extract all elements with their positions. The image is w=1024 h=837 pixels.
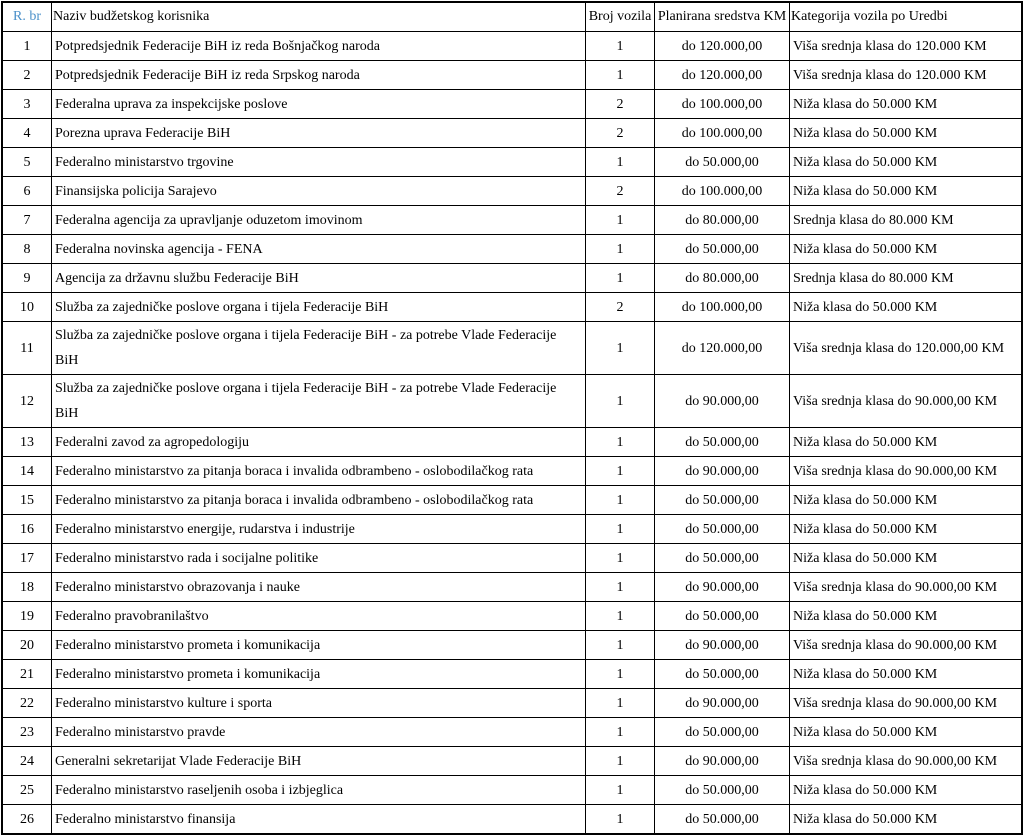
planned-funds-cell: do 50.000,00 bbox=[655, 148, 790, 177]
table-row bbox=[2, 235, 1022, 264]
vehicle-category-cell: Niža klasa do 50.000 KM bbox=[790, 602, 1023, 631]
vehicle-category-cell: Viša srednja klasa do 90.000,00 KM bbox=[790, 747, 1023, 776]
vehicle-category-cell: Niža klasa do 50.000 KM bbox=[790, 515, 1023, 544]
vehicle-category-cell: Niža klasa do 50.000 KM bbox=[790, 544, 1023, 573]
table-body bbox=[2, 32, 1022, 835]
korisnik-name-cell: Porezna uprava Federacije BiH bbox=[52, 119, 586, 148]
vehicle-category-cell: Viša srednja klasa do 90.000,00 KM bbox=[790, 631, 1023, 660]
vehicle-count-cell: 1 bbox=[586, 718, 655, 747]
korisnik-name-cell: Federalni zavod za agropedologiju bbox=[52, 428, 586, 457]
vehicle-count-cell: 2 bbox=[586, 90, 655, 119]
planned-funds-cell: do 50.000,00 bbox=[655, 235, 790, 264]
vehicle-count-cell: 1 bbox=[586, 375, 655, 428]
vehicle-count-cell: 1 bbox=[586, 206, 655, 235]
vehicle-count-cell: 1 bbox=[586, 689, 655, 718]
vehicle-count-cell: 1 bbox=[586, 631, 655, 660]
korisnik-name-cell: Služba za zajedničke poslove organa i tijela Federacije BiH - za potrebe Vlade Federacije BiH bbox=[52, 375, 586, 428]
vehicle-category-cell: Niža klasa do 50.000 KM bbox=[790, 293, 1023, 322]
row-number-cell: 15 bbox=[2, 486, 52, 515]
header-vehicle-category: Kategorija vozila po Uredbi bbox=[790, 2, 1023, 32]
vehicle-category-cell: Viša srednja klasa do 120.000,00 KM bbox=[790, 322, 1023, 375]
planned-funds-cell: do 120.000,00 bbox=[655, 32, 790, 61]
vehicle-count-cell: 1 bbox=[586, 486, 655, 515]
vehicle-count-cell: 1 bbox=[586, 544, 655, 573]
korisnik-name-cell: Federalna uprava za inspekcijske poslove bbox=[52, 90, 586, 119]
vehicle-count-cell: 1 bbox=[586, 805, 655, 835]
vehicle-count-cell: 1 bbox=[586, 61, 655, 90]
vehicle-category-cell: Niža klasa do 50.000 KM bbox=[790, 177, 1023, 206]
row-number-cell: 14 bbox=[2, 457, 52, 486]
table-row bbox=[2, 544, 1022, 573]
table-row bbox=[2, 776, 1022, 805]
korisnik-name-cell: Federalno ministarstvo energije, rudarstva i industrije bbox=[52, 515, 586, 544]
row-number-cell: 23 bbox=[2, 718, 52, 747]
header-row bbox=[2, 2, 1022, 32]
table-row bbox=[2, 689, 1022, 718]
vehicle-count-cell: 2 bbox=[586, 177, 655, 206]
row-number-cell: 7 bbox=[2, 206, 52, 235]
vehicle-category-cell: Niža klasa do 50.000 KM bbox=[790, 148, 1023, 177]
vehicle-category-cell: Niža klasa do 50.000 KM bbox=[790, 660, 1023, 689]
header-planned-funds: Planirana sredstva KM bbox=[655, 2, 790, 32]
vehicle-category-cell: Niža klasa do 50.000 KM bbox=[790, 90, 1023, 119]
vehicle-count-cell: 1 bbox=[586, 322, 655, 375]
vehicle-count-cell: 2 bbox=[586, 293, 655, 322]
budget-table bbox=[1, 1, 1023, 835]
row-number-cell: 20 bbox=[2, 631, 52, 660]
vehicle-category-cell: Srednja klasa do 80.000 KM bbox=[790, 206, 1023, 235]
vehicle-category-cell: Niža klasa do 50.000 KM bbox=[790, 119, 1023, 148]
vehicle-count-cell: 1 bbox=[586, 660, 655, 689]
planned-funds-cell: do 50.000,00 bbox=[655, 428, 790, 457]
vehicle-category-cell: Srednja klasa do 80.000 KM bbox=[790, 264, 1023, 293]
table-row bbox=[2, 602, 1022, 631]
row-number-cell: 18 bbox=[2, 573, 52, 602]
row-number-cell: 9 bbox=[2, 264, 52, 293]
vehicle-category-cell: Viša srednja klasa do 90.000,00 KM bbox=[790, 375, 1023, 428]
korisnik-name-cell: Potpredsjednik Federacije BiH iz reda Bošnjačkog naroda bbox=[52, 32, 586, 61]
korisnik-name-cell: Služba za zajedničke poslove organa i tijela Federacije BiH - za potrebe Vlade Federacije BiH bbox=[52, 322, 586, 375]
row-number-cell: 3 bbox=[2, 90, 52, 119]
vehicle-category-cell: Niža klasa do 50.000 KM bbox=[790, 486, 1023, 515]
table-row bbox=[2, 264, 1022, 293]
vehicle-category-cell: Niža klasa do 50.000 KM bbox=[790, 776, 1023, 805]
row-number-cell: 13 bbox=[2, 428, 52, 457]
row-number-cell: 16 bbox=[2, 515, 52, 544]
row-number-cell: 26 bbox=[2, 805, 52, 835]
vehicle-count-cell: 1 bbox=[586, 264, 655, 293]
table-row bbox=[2, 805, 1022, 835]
table-row bbox=[2, 293, 1022, 322]
korisnik-name-cell: Federalno ministarstvo pravde bbox=[52, 718, 586, 747]
table-header bbox=[2, 2, 1022, 32]
korisnik-name-cell: Federalna novinska agencija - FENA bbox=[52, 235, 586, 264]
table-row bbox=[2, 718, 1022, 747]
planned-funds-cell: do 50.000,00 bbox=[655, 515, 790, 544]
vehicle-count-cell: 1 bbox=[586, 747, 655, 776]
korisnik-name-cell: Agencija za državnu službu Federacije BiH bbox=[52, 264, 586, 293]
header-vehicle-count: Broj vozila bbox=[586, 2, 655, 32]
korisnik-name-cell: Služba za zajedničke poslove organa i tijela Federacije BiH bbox=[52, 293, 586, 322]
table-row bbox=[2, 177, 1022, 206]
row-number-cell: 4 bbox=[2, 119, 52, 148]
row-number-cell: 8 bbox=[2, 235, 52, 264]
planned-funds-cell: do 90.000,00 bbox=[655, 689, 790, 718]
korisnik-name-cell: Federalno ministarstvo za pitanja boraca i invalida odbrambeno - oslobodilačkog rata bbox=[52, 486, 586, 515]
table-row bbox=[2, 515, 1022, 544]
planned-funds-cell: do 50.000,00 bbox=[655, 805, 790, 835]
vehicle-count-cell: 1 bbox=[586, 776, 655, 805]
vehicle-count-cell: 1 bbox=[586, 235, 655, 264]
vehicle-count-cell: 1 bbox=[586, 428, 655, 457]
vehicle-count-cell: 1 bbox=[586, 602, 655, 631]
vehicle-count-cell: 1 bbox=[586, 148, 655, 177]
table-row bbox=[2, 375, 1022, 428]
planned-funds-cell: do 90.000,00 bbox=[655, 631, 790, 660]
planned-funds-cell: do 50.000,00 bbox=[655, 776, 790, 805]
korisnik-name-cell: Federalno ministarstvo prometa i komunikacija bbox=[52, 631, 586, 660]
header-row-number: R. br bbox=[2, 2, 52, 32]
vehicle-category-cell: Viša srednja klasa do 120.000 KM bbox=[790, 32, 1023, 61]
row-number-cell: 6 bbox=[2, 177, 52, 206]
table-row bbox=[2, 457, 1022, 486]
korisnik-name-cell: Federalno ministarstvo prometa i komunikacija bbox=[52, 660, 586, 689]
planned-funds-cell: do 100.000,00 bbox=[655, 119, 790, 148]
row-number-cell: 17 bbox=[2, 544, 52, 573]
korisnik-name-cell: Potpredsjednik Federacije BiH iz reda Srpskog naroda bbox=[52, 61, 586, 90]
vehicle-count-cell: 1 bbox=[586, 457, 655, 486]
table-row bbox=[2, 660, 1022, 689]
korisnik-name-cell: Federalno ministarstvo rada i socijalne politike bbox=[52, 544, 586, 573]
row-number-cell: 5 bbox=[2, 148, 52, 177]
vehicle-category-cell: Viša srednja klasa do 90.000,00 KM bbox=[790, 689, 1023, 718]
table-row bbox=[2, 119, 1022, 148]
planned-funds-cell: do 80.000,00 bbox=[655, 264, 790, 293]
table-row bbox=[2, 32, 1022, 61]
row-number-cell: 25 bbox=[2, 776, 52, 805]
table-row bbox=[2, 90, 1022, 119]
planned-funds-cell: do 100.000,00 bbox=[655, 293, 790, 322]
planned-funds-cell: do 90.000,00 bbox=[655, 457, 790, 486]
vehicle-category-cell: Niža klasa do 50.000 KM bbox=[790, 805, 1023, 835]
korisnik-name-cell: Federalno ministarstvo kulture i sporta bbox=[52, 689, 586, 718]
row-number-cell: 2 bbox=[2, 61, 52, 90]
korisnik-name-cell: Federalno ministarstvo za pitanja boraca i invalida odbrambeno - oslobodilačkog rata bbox=[52, 457, 586, 486]
planned-funds-cell: do 50.000,00 bbox=[655, 544, 790, 573]
planned-funds-cell: do 50.000,00 bbox=[655, 718, 790, 747]
table-row bbox=[2, 486, 1022, 515]
planned-funds-cell: do 100.000,00 bbox=[655, 177, 790, 206]
vehicle-category-cell: Viša srednja klasa do 90.000,00 KM bbox=[790, 573, 1023, 602]
row-number-cell: 11 bbox=[2, 322, 52, 375]
korisnik-name-cell: Federalno ministarstvo trgovine bbox=[52, 148, 586, 177]
planned-funds-cell: do 50.000,00 bbox=[655, 486, 790, 515]
table-row bbox=[2, 206, 1022, 235]
planned-funds-cell: do 120.000,00 bbox=[655, 61, 790, 90]
vehicle-category-cell: Niža klasa do 50.000 KM bbox=[790, 428, 1023, 457]
row-number-cell: 1 bbox=[2, 32, 52, 61]
vehicle-category-cell: Viša srednja klasa do 90.000,00 KM bbox=[790, 457, 1023, 486]
header-korisnik-name: Naziv budžetskog korisnika bbox=[52, 2, 586, 32]
table-row bbox=[2, 322, 1022, 375]
row-number-cell: 22 bbox=[2, 689, 52, 718]
korisnik-name-cell: Finansijska policija Sarajevo bbox=[52, 177, 586, 206]
table-row bbox=[2, 61, 1022, 90]
vehicle-category-cell: Niža klasa do 50.000 KM bbox=[790, 718, 1023, 747]
row-number-cell: 12 bbox=[2, 375, 52, 428]
planned-funds-cell: do 90.000,00 bbox=[655, 573, 790, 602]
planned-funds-cell: do 120.000,00 bbox=[655, 322, 790, 375]
table-row bbox=[2, 573, 1022, 602]
korisnik-name-cell: Federalno ministarstvo raseljenih osoba i izbjeglica bbox=[52, 776, 586, 805]
vehicle-count-cell: 1 bbox=[586, 515, 655, 544]
korisnik-name-cell: Generalni sekretarijat Vlade Federacije BiH bbox=[52, 747, 586, 776]
row-number-cell: 21 bbox=[2, 660, 52, 689]
vehicle-count-cell: 2 bbox=[586, 119, 655, 148]
table-row bbox=[2, 747, 1022, 776]
korisnik-name-cell: Federalno ministarstvo finansija bbox=[52, 805, 586, 835]
planned-funds-cell: do 50.000,00 bbox=[655, 602, 790, 631]
korisnik-name-cell: Federalno ministarstvo obrazovanja i nauke bbox=[52, 573, 586, 602]
korisnik-name-cell: Federalna agencija za upravljanje oduzetom imovinom bbox=[52, 206, 586, 235]
table-row bbox=[2, 631, 1022, 660]
planned-funds-cell: do 90.000,00 bbox=[655, 747, 790, 776]
planned-funds-cell: do 100.000,00 bbox=[655, 90, 790, 119]
planned-funds-cell: do 80.000,00 bbox=[655, 206, 790, 235]
row-number-cell: 19 bbox=[2, 602, 52, 631]
row-number-cell: 10 bbox=[2, 293, 52, 322]
vehicle-count-cell: 1 bbox=[586, 32, 655, 61]
table-row bbox=[2, 428, 1022, 457]
planned-funds-cell: do 50.000,00 bbox=[655, 660, 790, 689]
table-row bbox=[2, 148, 1022, 177]
vehicle-count-cell: 1 bbox=[586, 573, 655, 602]
planned-funds-cell: do 90.000,00 bbox=[655, 375, 790, 428]
vehicle-category-cell: Niža klasa do 50.000 KM bbox=[790, 235, 1023, 264]
row-number-cell: 24 bbox=[2, 747, 52, 776]
vehicle-category-cell: Viša srednja klasa do 120.000 KM bbox=[790, 61, 1023, 90]
korisnik-name-cell: Federalno pravobranilaštvo bbox=[52, 602, 586, 631]
